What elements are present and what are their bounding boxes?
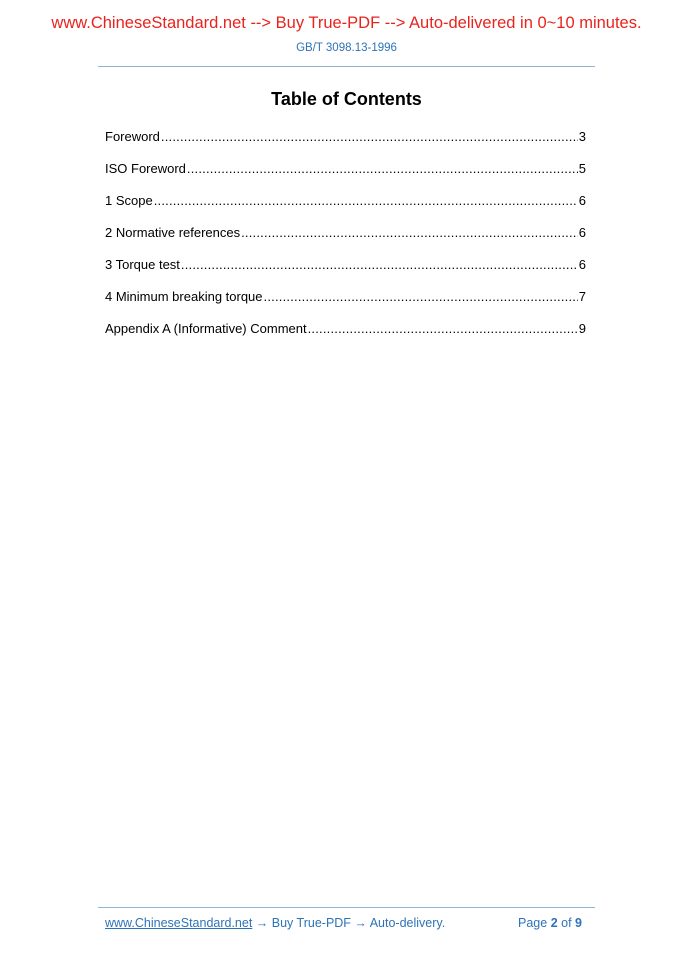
toc-entry-page: 5 (578, 161, 586, 176)
toc-entry-label: 1 Scope (105, 193, 153, 208)
toc-entry-label: 3 Torque test (105, 257, 180, 272)
toc-entry-label: Appendix A (Informative) Comment (105, 321, 307, 336)
toc-entry-page: 3 (578, 129, 586, 144)
toc-entry-label: 2 Normative references (105, 225, 241, 240)
page-footer (105, 916, 586, 930)
toc-entry-label: 4 Minimum breaking torque (105, 289, 263, 304)
toc-entry-page: 9 (578, 321, 586, 336)
page-of-label: of (561, 916, 572, 930)
toc-entry-page: 6 (578, 193, 586, 208)
toc-entry-torque-test[interactable] (105, 256, 586, 288)
toc-entry-foreword[interactable] (105, 128, 586, 160)
page-indicator (518, 916, 582, 930)
toc-list (105, 128, 586, 352)
toc-entry-label: ISO Foreword (105, 161, 186, 176)
toc-entry-iso-foreword[interactable] (105, 160, 586, 192)
toc-entry-label: Foreword (105, 129, 160, 144)
toc-title: Table of Contents (271, 89, 422, 109)
toc-entry-page: 6 (578, 225, 586, 240)
toc-dot-leader (187, 160, 578, 177)
footer-divider (98, 907, 595, 908)
header-divider (98, 66, 595, 67)
toc-entry-normative-references[interactable] (105, 224, 586, 256)
toc-dot-leader (241, 224, 578, 241)
toc-dot-leader (161, 128, 578, 145)
toc-dot-leader (181, 256, 578, 273)
current-page-number: 2 (550, 916, 558, 930)
standard-code: GB/T 3098.13-1996 (296, 42, 397, 54)
toc-dot-leader (154, 192, 578, 209)
page-label: Page (518, 916, 548, 930)
toc-entry-appendix-a[interactable] (105, 320, 586, 352)
toc-dot-leader (308, 320, 578, 337)
toc-entry-page: 6 (578, 257, 586, 272)
footer-tagline: → Buy True-PDF → Auto-delivery. (252, 916, 446, 930)
toc-entry-page: 7 (578, 289, 586, 304)
toc-entry-minimum-breaking-torque[interactable] (105, 288, 586, 320)
promo-banner[interactable]: www.ChineseStandard.net --> Buy True-PDF --> Auto-delivered in 0~10 minutes. (51, 14, 642, 32)
site-link[interactable]: www.ChineseStandard.net (105, 916, 253, 930)
toc-dot-leader (264, 288, 578, 305)
toc-entry-scope[interactable] (105, 192, 586, 224)
total-page-number: 9 (575, 916, 582, 930)
